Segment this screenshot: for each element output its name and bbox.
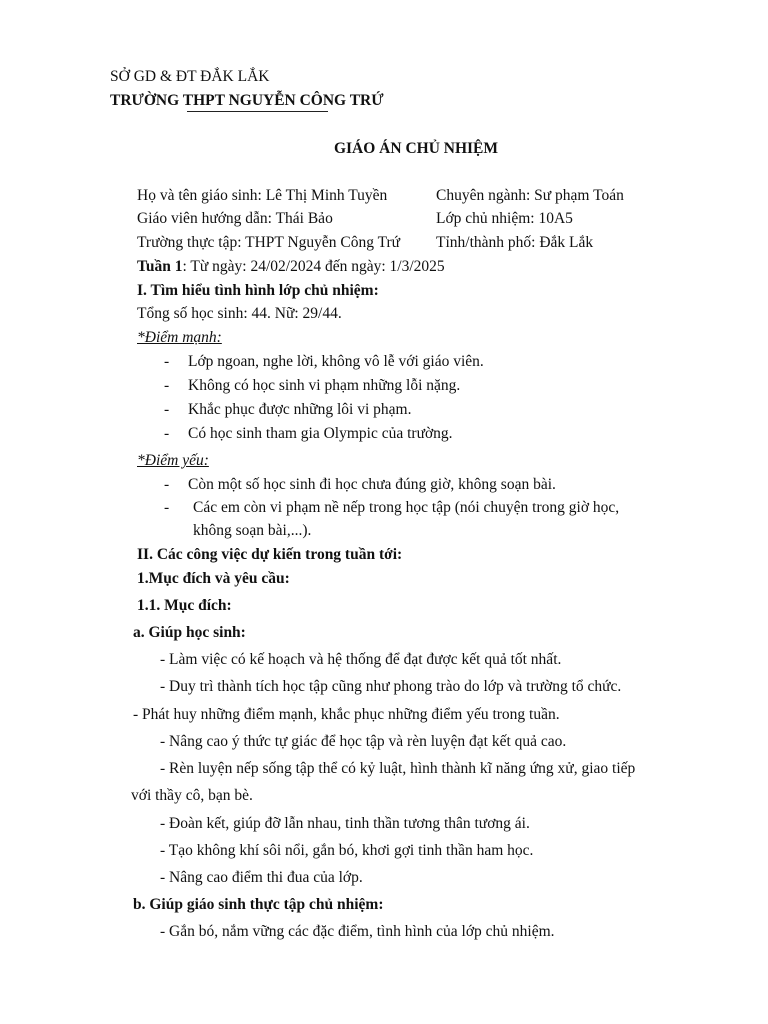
part-a-item: - Tạo không khí sôi nổi, gắn bó, khơi gợi tinh thần ham học.	[160, 842, 534, 859]
major: Chuyên ngành: Sư phạm Toán	[436, 187, 624, 204]
internship-school: Trường thực tập: THPT Nguyễn Công Trứ	[137, 234, 401, 251]
department-name: SỞ GD & ĐT ĐẮK LẮK	[110, 68, 270, 85]
student-teacher-name: Họ và tên giáo sinh: Lê Thị Minh Tuyền	[137, 187, 388, 204]
strengths-label: *Điểm mạnh:	[137, 329, 222, 346]
list-dash: -	[164, 401, 170, 418]
part-a-item: - Nâng cao ý thức tự giác để học tập và rèn luyện đạt kết quả cao.	[160, 733, 567, 750]
homeroom-class: Lớp chủ nhiệm: 10A5	[436, 210, 573, 227]
part-a-item: - Làm việc có kế hoạch và hệ thống để đạt được kết quả tốt nhất.	[160, 651, 562, 668]
subsection-1-1-heading: 1.1. Mục đích:	[137, 597, 232, 614]
list-dash: -	[164, 499, 170, 516]
subsection-1-heading: 1.Mục đích và yêu cầu:	[137, 570, 290, 587]
strength-item: Lớp ngoan, nghe lời, không vô lễ với giáo viên.	[188, 353, 484, 370]
document-title: GIÁO ÁN CHỦ NHIỆM	[333, 140, 499, 157]
school-underline	[187, 111, 328, 112]
week-label: Tuần 1	[137, 258, 183, 275]
part-a-item: - Đoàn kết, giúp đỡ lẫn nhau, tinh thần tương thân tương ái.	[160, 815, 530, 832]
part-a-item: - Rèn luyện nếp sống tập thể có kỷ luật, hình thành kĩ năng ứng xử, giao tiếp	[160, 760, 636, 777]
strength-item: Không có học sinh vi phạm những lỗi nặng.	[188, 377, 461, 394]
part-a-item: - Duy trì thành tích học tập cũng như phong trào do lớp và trường tổ chức.	[160, 678, 622, 695]
part-a-item-continued: với thầy cô, bạn bè.	[131, 787, 253, 804]
strength-item: Khắc phục được những lôi vi phạm.	[188, 401, 412, 418]
school-name: TRƯỜNG THPT NGUYỄN CÔNG TRỨ	[110, 92, 384, 109]
week-line	[137, 258, 445, 277]
part-a-item: - Phát huy những điểm mạnh, khắc phục những điểm yếu trong tuần.	[133, 706, 560, 723]
list-dash: -	[164, 377, 170, 394]
part-a-heading: a. Giúp học sinh:	[133, 624, 246, 641]
part-a-item: - Nâng cao điểm thi đua của lớp.	[160, 869, 363, 886]
part-b-item: - Gắn bó, nắm vững các đặc điểm, tình hình của lớp chủ nhiệm.	[160, 923, 555, 940]
part-b-heading: b. Giúp giáo sinh thực tập chủ nhiệm:	[133, 896, 384, 913]
list-dash: -	[164, 353, 170, 370]
section-2-heading: II. Các công việc dự kiến trong tuần tới:	[137, 546, 403, 563]
weaknesses-label: *Điểm yếu:	[137, 452, 209, 469]
advisor: Giáo viên hướng dẫn: Thái Bảo	[137, 210, 333, 227]
strength-item: Có học sinh tham gia Olympic của trường.	[188, 425, 453, 442]
province: Tỉnh/thành phố: Đắk Lắk	[436, 234, 594, 251]
weakness-item: Còn một số học sinh đi học chưa đúng giờ, không soạn bài.	[188, 476, 556, 493]
section-1-heading: I. Tìm hiểu tình hình lớp chủ nhiệm:	[137, 282, 379, 299]
student-total: Tổng số học sinh: 44. Nữ: 29/44.	[137, 305, 342, 322]
week-dates: : Từ ngày: 24/02/2024 đến ngày: 1/3/2025	[182, 258, 445, 275]
list-dash: -	[164, 425, 170, 442]
list-dash: -	[164, 476, 170, 493]
weakness-item: Các em còn vi phạm nề nếp trong học tập (nói chuyện trong giờ học,	[193, 499, 620, 516]
weakness-item-continued: không soạn bài,...).	[193, 522, 312, 539]
